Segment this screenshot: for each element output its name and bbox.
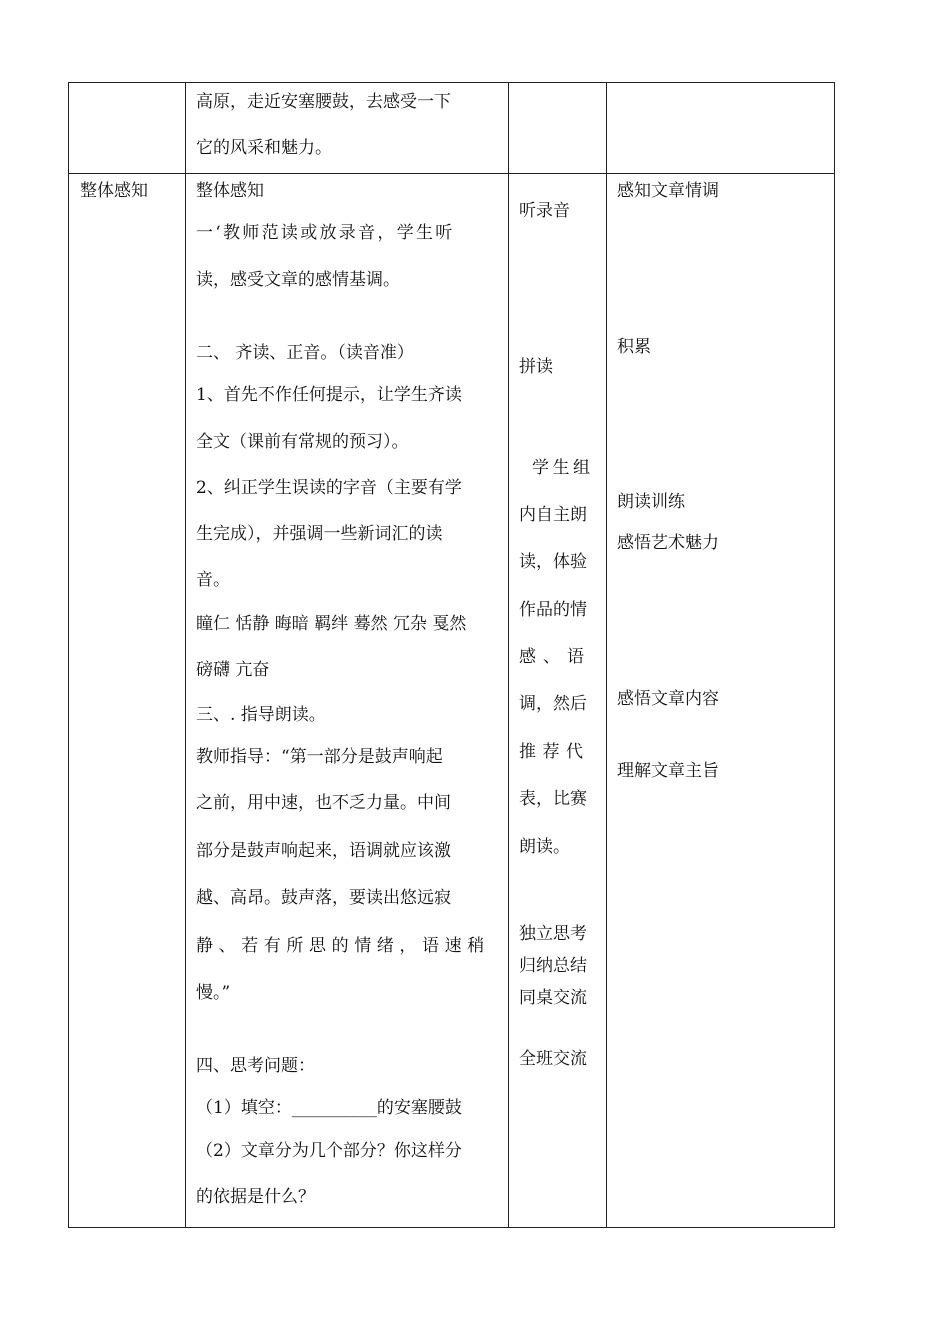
student-activity: 作品的情 xyxy=(519,600,587,620)
step3-text: 部分是鼓声响起来，语调就应该激 xyxy=(196,841,451,861)
step3-text: 教师指导：“第一部分是鼓声响起 xyxy=(196,747,443,767)
step3-text: 越、高昂。鼓声落，要读出悠远寂 xyxy=(196,888,451,908)
teaching-goal: 朗读训练 xyxy=(617,492,685,512)
step2-text: 生完成），并强调一些新词汇的读 xyxy=(196,524,443,544)
intro-text-line: 它的风采和魅力。 xyxy=(196,138,332,158)
student-activity: 全班交流 xyxy=(519,1049,587,1069)
table-col-divider-1 xyxy=(185,82,186,1228)
table-border-top xyxy=(68,82,835,83)
student-activity: 感、语 xyxy=(519,647,591,667)
teaching-goal: 感悟文章内容 xyxy=(617,689,719,709)
step2-heading: 二、 齐读、正音。（读音准） xyxy=(196,343,414,363)
step1-text: 一‘教师范读或放录音，学生听 xyxy=(196,223,455,243)
step3-text: 慢。” xyxy=(196,983,231,1003)
step3-heading: 三、. 指导朗读。 xyxy=(196,705,326,725)
table-border-left xyxy=(68,82,69,1228)
step3-text: 之前，用中速，也不乏力量。中间 xyxy=(196,793,451,813)
section-label: 整体感知 xyxy=(80,181,148,201)
table-col-divider-3 xyxy=(606,82,607,1228)
student-activity: 内自主朗 xyxy=(519,505,587,525)
student-activity: 学生组 xyxy=(532,458,594,478)
table-border-right xyxy=(834,82,835,1228)
student-activity: 同桌交流 xyxy=(519,988,587,1008)
section-heading: 整体感知 xyxy=(196,181,264,201)
vocabulary-list: 瞳仁 恬静 晦暗 羁绊 蓦然 冗杂 戛然 xyxy=(196,614,467,634)
teaching-goal: 积累 xyxy=(617,337,651,357)
vocabulary-list: 磅礴 亢奋 xyxy=(196,660,270,680)
student-activity: 听录音 xyxy=(519,201,570,221)
teaching-goal: 感悟艺术魅力 xyxy=(617,533,719,553)
table-border-bottom xyxy=(68,1227,835,1228)
table-row-divider xyxy=(68,173,835,174)
question-2: 的依据是什么？ xyxy=(196,1187,315,1207)
step2-text: 全文（课前有常规的预习）。 xyxy=(196,432,409,452)
step1-text: 读，感受文章的感情基调。 xyxy=(196,270,400,290)
student-activity: 拼读 xyxy=(519,357,553,377)
teaching-goal: 感知文章情调 xyxy=(617,181,719,201)
student-activity: 调，然后 xyxy=(519,694,587,714)
intro-text-line: 高原，走近安塞腰鼓，去感受一下 xyxy=(196,92,451,112)
student-activity: 读，体验 xyxy=(519,552,587,572)
question-2: （2）文章分为几个部分？你这样分 xyxy=(196,1141,462,1161)
step2-text: 2、纠正学生误读的字音（主要有学 xyxy=(196,478,462,498)
step3-text: 静、若有所思的情绪，语速稍 xyxy=(196,936,490,956)
question-1: （1）填空：__________的安塞腰鼓 xyxy=(196,1098,462,1118)
student-activity: 表，比赛 xyxy=(519,789,587,809)
table-col-divider-2 xyxy=(508,82,509,1228)
step4-heading: 四、思考问题： xyxy=(196,1056,315,1076)
student-activity: 归纳总结 xyxy=(519,956,587,976)
student-activity: 朗读。 xyxy=(519,837,570,857)
step2-text: 1、首先不作任何提示，让学生齐读 xyxy=(196,385,462,405)
student-activity: 独立思考 xyxy=(519,924,587,944)
student-activity: 推荐代 xyxy=(519,742,590,762)
teaching-goal: 理解文章主旨 xyxy=(617,761,719,781)
step2-text: 音。 xyxy=(196,570,230,590)
